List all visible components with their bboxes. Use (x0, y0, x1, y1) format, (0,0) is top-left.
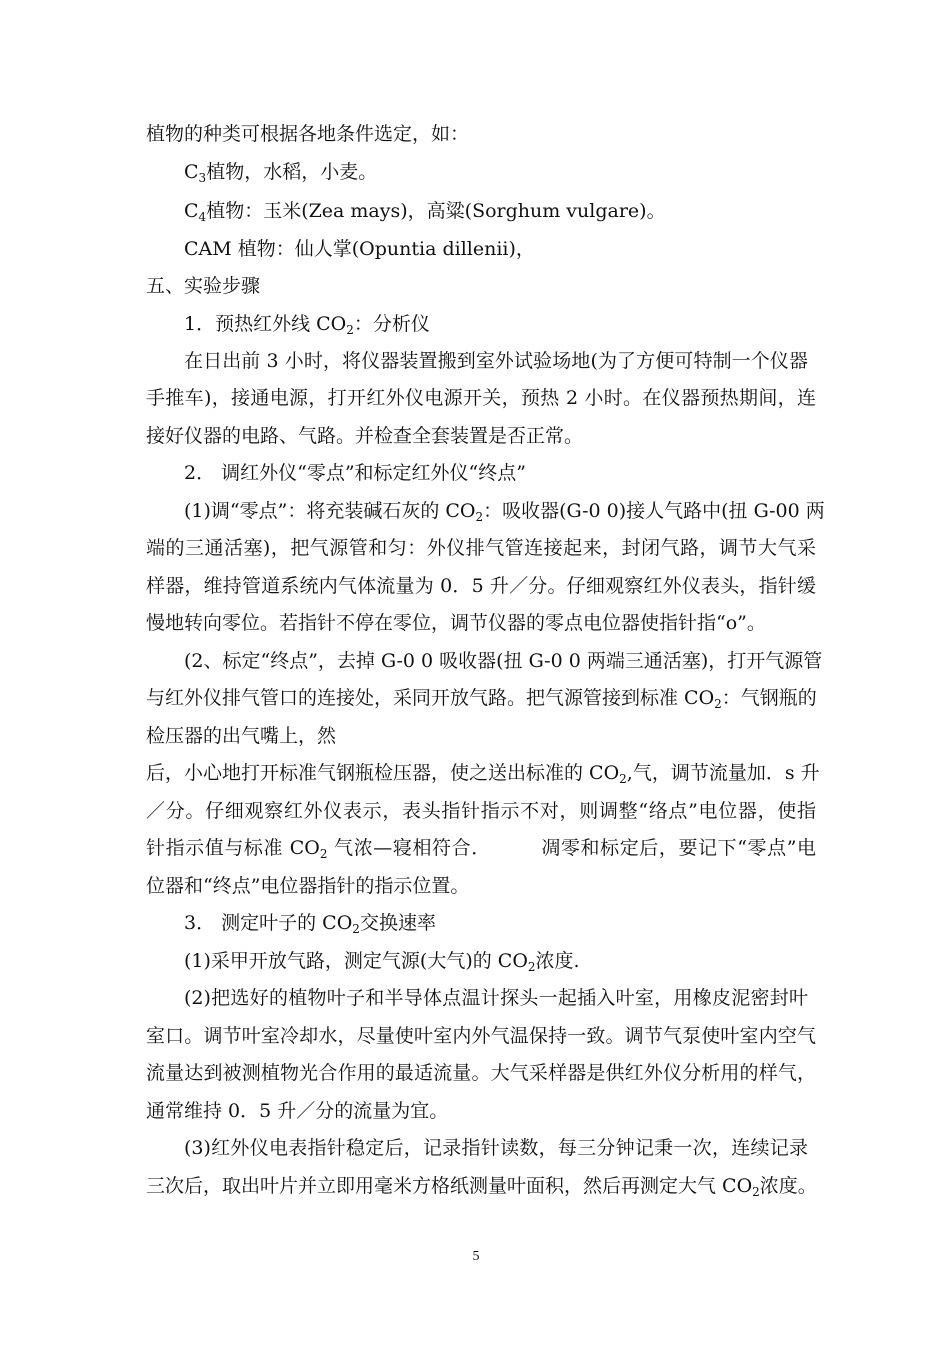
text-line: ／分。仔细观察红外仪表示，表头指针指示不对，则调整“络点”电位器，使指 (146, 800, 816, 822)
text-line: 室口。调节叶室冷却水，尽量使叶室内外气温保持一致。调节气泵使叶室内空气 (146, 1025, 816, 1047)
text-line: 针指示值与标准 $CO_2$ 气浓—寝相符合． 凋零和标定后，要记下“零点”电 (146, 837, 816, 861)
text-line: 手推车)，接通电源，打开红外仪电源开关，预热 2 小时。在仪器预热期间，连 (146, 387, 816, 409)
text-line: 流量达到被测植物光合作用的最适流量。大气采样器是供红外仪分析用的样气， (146, 1062, 816, 1084)
text-line: 样器，维持管道系统内气体流量为 0．5 升／分。仔细观察红外仪表头，指针缓 (146, 575, 816, 597)
step-heading: 3． 测定叶子的 $CO_2$交换速率 (184, 912, 436, 936)
text-line: 植物的种类可根据各地条件选定，如： (146, 123, 470, 145)
text-line: (1)调“零点”：将充装碱石灰的 $CO_2$：吸收器(G-0 0)接人气路中(扭 G-00 两 (184, 500, 825, 524)
section-heading: 五、实验步骤 (146, 275, 261, 297)
text-line: (3)红外仪电表指针稳定后，记录指针读数，每三分钟记秉一次，连续记录 (184, 1137, 808, 1159)
text-line: 慢地转向零位。若指针不停在零位，调节仪器的零点电位器使指针指“o”。 (146, 612, 766, 634)
text-line: (1)采甲开放气路，测定气源(大气)的 $CO_2$浓度. (184, 950, 580, 974)
text-line: 通常维持 0．5 升／分的流量为宜。 (146, 1100, 449, 1122)
page-number: 5 (472, 1249, 480, 1264)
text-line: 位器和“终点”电位器指针的指示位置。 (146, 875, 470, 897)
text-line: 检压器的出气嘴上，然 (146, 725, 337, 747)
text-line: CAM 植物：仙人掌(Opuntia dillenii)， (184, 238, 535, 260)
text-line: (2、标定“终点”，去掉 G-0 0 吸收器(扭 G-0 0 两端三通活塞)，打开气源管 (184, 650, 823, 672)
text-line: $C_4$植物：玉米(Zea mays)，高粱(Sorghum vulgare)。 (184, 200, 666, 224)
text-line: 在日出前 3 小时，将仪器装置搬到室外试验场地(为了方便可特制一个仪器 (184, 350, 808, 372)
text-line: 三次后，取出叶片并立即用毫米方格纸测量叶面积，然后再测定大气 $CO_2$浓度。 (146, 1175, 817, 1199)
text-line: $C_3$植物，水稻，小麦。 (184, 161, 378, 185)
text-line: 端的三通活塞)，把气源管和匀：外仪排气管连接起来，封闭气路，调节大气采 (146, 537, 816, 559)
text-line: 后，小心地打开标准气钢瓶检压器，使之送出标准的 $CO_2$,气，调节流量加．s 升 (146, 762, 820, 786)
text-line: 接好仪器的电路、气路。并检查全套装置是否正常。 (146, 425, 584, 447)
step-heading: 2． 调红外仪“零点”和标定红外仪“终点” (184, 462, 526, 484)
text-line: (2)把选好的植物叶子和半导体点温计探头一起插入叶室，用橡皮泥密封叶 (184, 987, 808, 1009)
text-line: 与红外仪排气管口的连接处，采同开放气路。把气源管接到标准 $CO_2$：气钢瓶的 (146, 687, 817, 711)
step-heading: 1．预热红外线 $CO_2$：分析仪 (184, 313, 430, 337)
